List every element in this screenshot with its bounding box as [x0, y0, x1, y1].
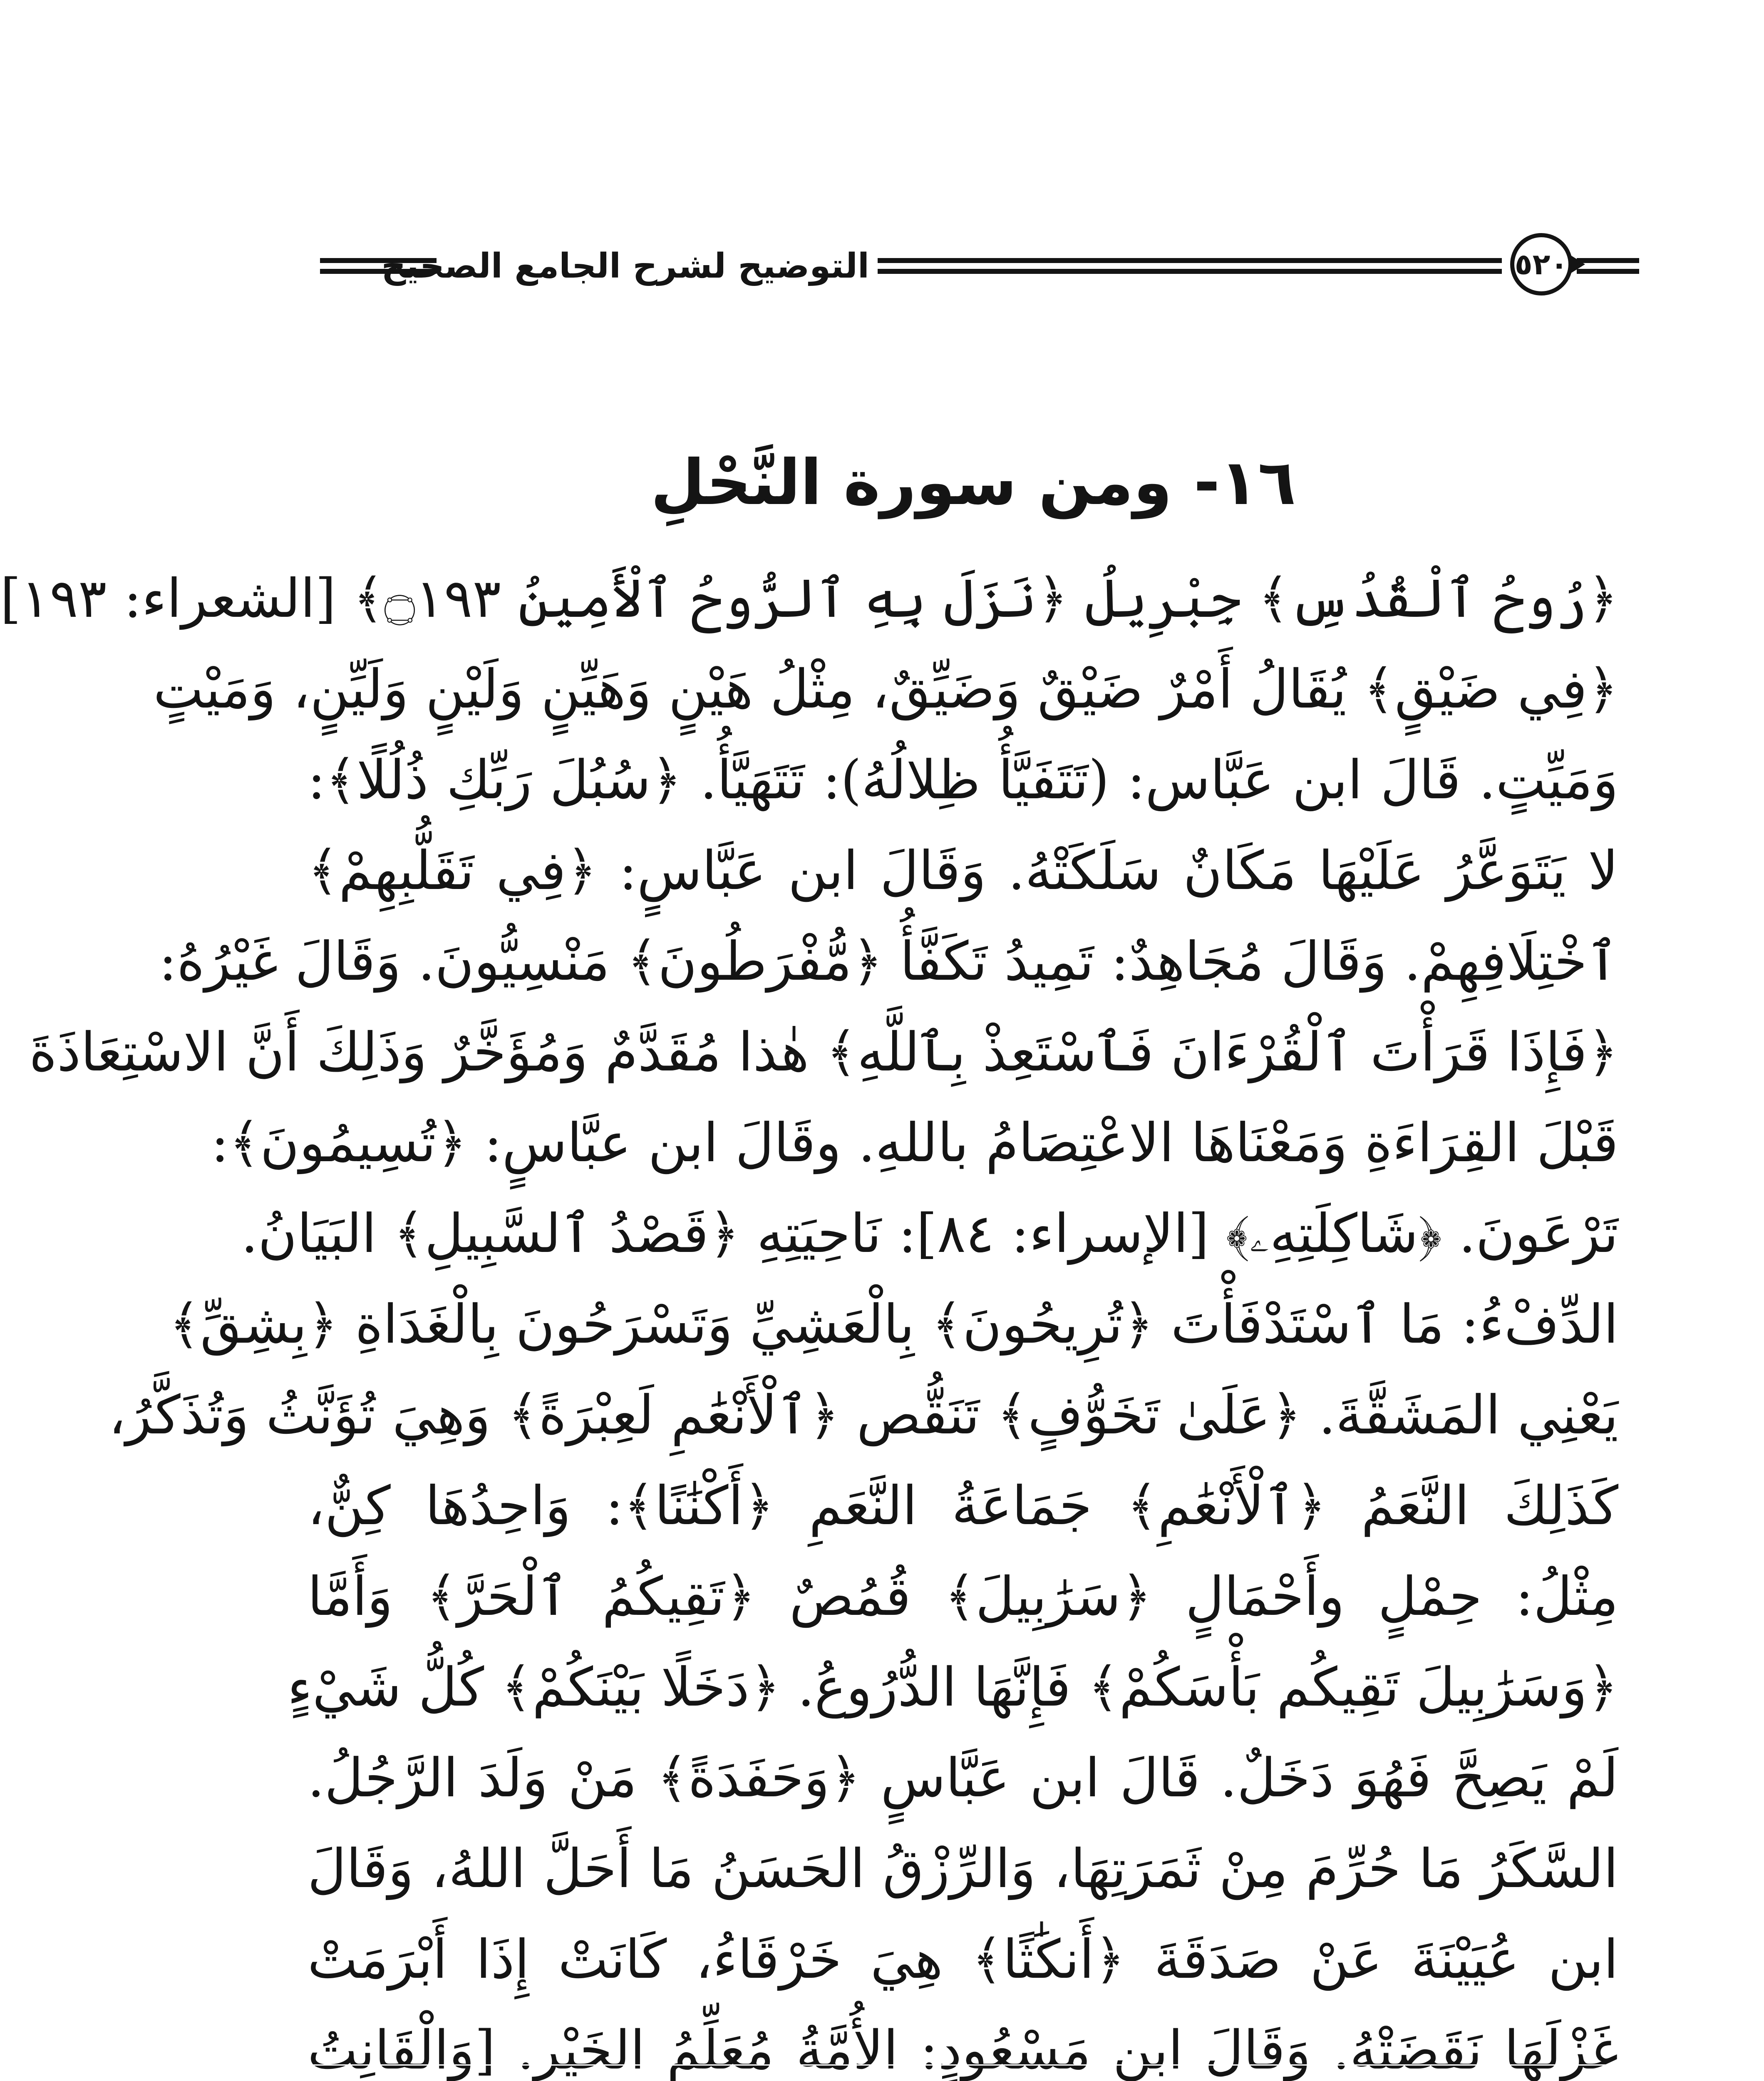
- text-line: لا يَتَوَعَّرُ عَلَيْهَا مَكَانٌ سَلَكَتْهُ. وَقَالَ ابن عَبَّاسٍ: ﴿فِي تَقَلُّبِهِمْ﴾: [308, 840, 1619, 902]
- text-line: الدِّفْءُ: مَا ٱسْتَدْفَأْتَ ﴿تُرِيحُونَ﴾ بِالْعَشِيِّ وَتَسْرَحُونَ بِالْغَدَاةِ ﴿بِشِقِّ﴾: [169, 1294, 1618, 1356]
- text-line: السَّكَرُ مَا حُرِّمَ مِنْ ثَمَرَتِهَا، وَالرِّزْقُ الحَسَنُ مَا أَحَلَّ اللهُ، وَقَالَ: [308, 1838, 1618, 1900]
- text-line: ٱخْتِلَافِهِمْ. وَقَالَ مُجَاهِدٌ: تَمِيدُ تَكَفَّأُ ﴿مُّفْرَطُونَ﴾ مَنْسِيُّونَ. وَقَالَ غَيْرُهُ:: [159, 931, 1618, 993]
- chapter-heading: ١٦- ومن سورة النَّحْلِ: [650, 447, 1296, 519]
- text-line: وَمَيِّتٍ. قَالَ ابن عَبَّاس: (تَتَفَيَّأُ ظِلالُهُ): تَتَهَيَّأُ. ﴿سُبُلَ رَبِّكِ ذُلُلًا﴾:: [308, 749, 1618, 811]
- text-line: غَزْلَهَا نَقَضَتْهُ. وَقَالَ ابن مَسْعُودٍ: الأُمَّةُ مُعَلِّمُ الخَيْرِ. [وَالْقَانِتُ: [308, 2019, 1618, 2081]
- main-text: [0, 554, 1619, 2081]
- text-line: لَمْ يَصِحَّ فَهُوَ دَخَلٌ. قَالَ ابن عَبَّاسٍ ﴿وَحَفَدَةً﴾ مَنْ وَلَدَ الرَّجُلُ.: [308, 1747, 1618, 1809]
- text-line: قَبْلَ القِرَاءَةِ وَمَعْنَاهَا الاعْتِصَامُ باللهِ. وقَالَ ابن عبَّاسٍ: ﴿تُسِيمُونَ﴾:: [211, 1112, 1618, 1174]
- text-line: ﴿فَإِذَا قَرَأْتَ ٱلْقُرْءَانَ فَٱسْتَعِذْ بِٱللَّهِ﴾ هٰذا مُقَدَّمٌ وَمُؤَخَّرٌ وَذَلِكَ أَنَّ الاسْتِعَاذَةَ: [29, 1021, 1618, 1083]
- text-line: ﴿وَسَرَٰبِيلَ تَقِيكُم بَأْسَكُمْ﴾ فَإِنَّهَا الدُّرُوعُ. ﴿دَخَلًا بَيْنَكُمْ﴾ كُلُّ شَيْءٍ: [287, 1656, 1618, 1718]
- running-header: [320, 233, 1639, 300]
- text-line: ﴿رُوحُ ٱلْقُدُسِ﴾ جِبْرِيلُ ﴿نَزَلَ بِهِ ٱلرُّوحُ ٱلْأَمِينُ ۝١٩٣﴾ [الشعراء: ١٩٣]: [0, 568, 1618, 630]
- page-number: ٥٢٠: [1510, 233, 1573, 296]
- text-line: ﴿فِي ضَيْقٍ﴾ يُقَالُ أَمْرٌ ضَيْقٌ وَضَيِّقٌ، مِثْلُ هَيْنٍ وَهَيِّنٍ وَلَيْنٍ وَلَيِّنٍ، وَمَيْتٍ: [153, 658, 1618, 720]
- header-rule-right: [1577, 258, 1639, 274]
- footnote-separator: [308, 2064, 1618, 2066]
- header-rule-middle: [878, 258, 1502, 274]
- text-line: تَرْعَونَ. ﴿شَاكِلَتِهِۦ﴾ [الإسراء: ٨٤]: نَاحِيَتِهِ ﴿قَصْدُ ٱلسَّبِيلِ﴾ البَيَانُ.: [241, 1203, 1618, 1265]
- text-line: كَذَلِكَ النَّعَمُ ﴿ٱلْأَنْعَٰمِ﴾ جَمَاعَةُ النَّعَمِ ﴿أَكْنَٰنًا﴾: وَاحِدُهَا كِنٌّ،: [308, 1475, 1618, 1537]
- running-title: التوضيح لشرح الجامع الصحيح: [381, 246, 869, 286]
- text-line: مِثْلُ: حِمْلٍ وأَحْمَالٍ ﴿سَرَٰبِيلَ﴾ قُمُصٌ ﴿تَقِيكُمُ ٱلْحَرَّ﴾ وَأَمَّا: [308, 1566, 1618, 1628]
- text-line: يَعْنِي المَشَقَّةَ. ﴿عَلَىٰ تَخَوُّفٍ﴾ تَنَقُّص ﴿ٱلْأَنْعَٰمِ لَعِبْرَةً﴾ وَهِيَ تُؤَنَّثُ وَتُذَكَّرُ،: [108, 1384, 1618, 1446]
- text-line: ابن عُيَيْنَةَ عَنْ صَدَقَةَ ﴿أَنكَٰثًا﴾ هِيَ خَرْقَاءُ، كَانَتْ إِذَا أَبْرَمَتْ: [308, 1929, 1618, 1991]
